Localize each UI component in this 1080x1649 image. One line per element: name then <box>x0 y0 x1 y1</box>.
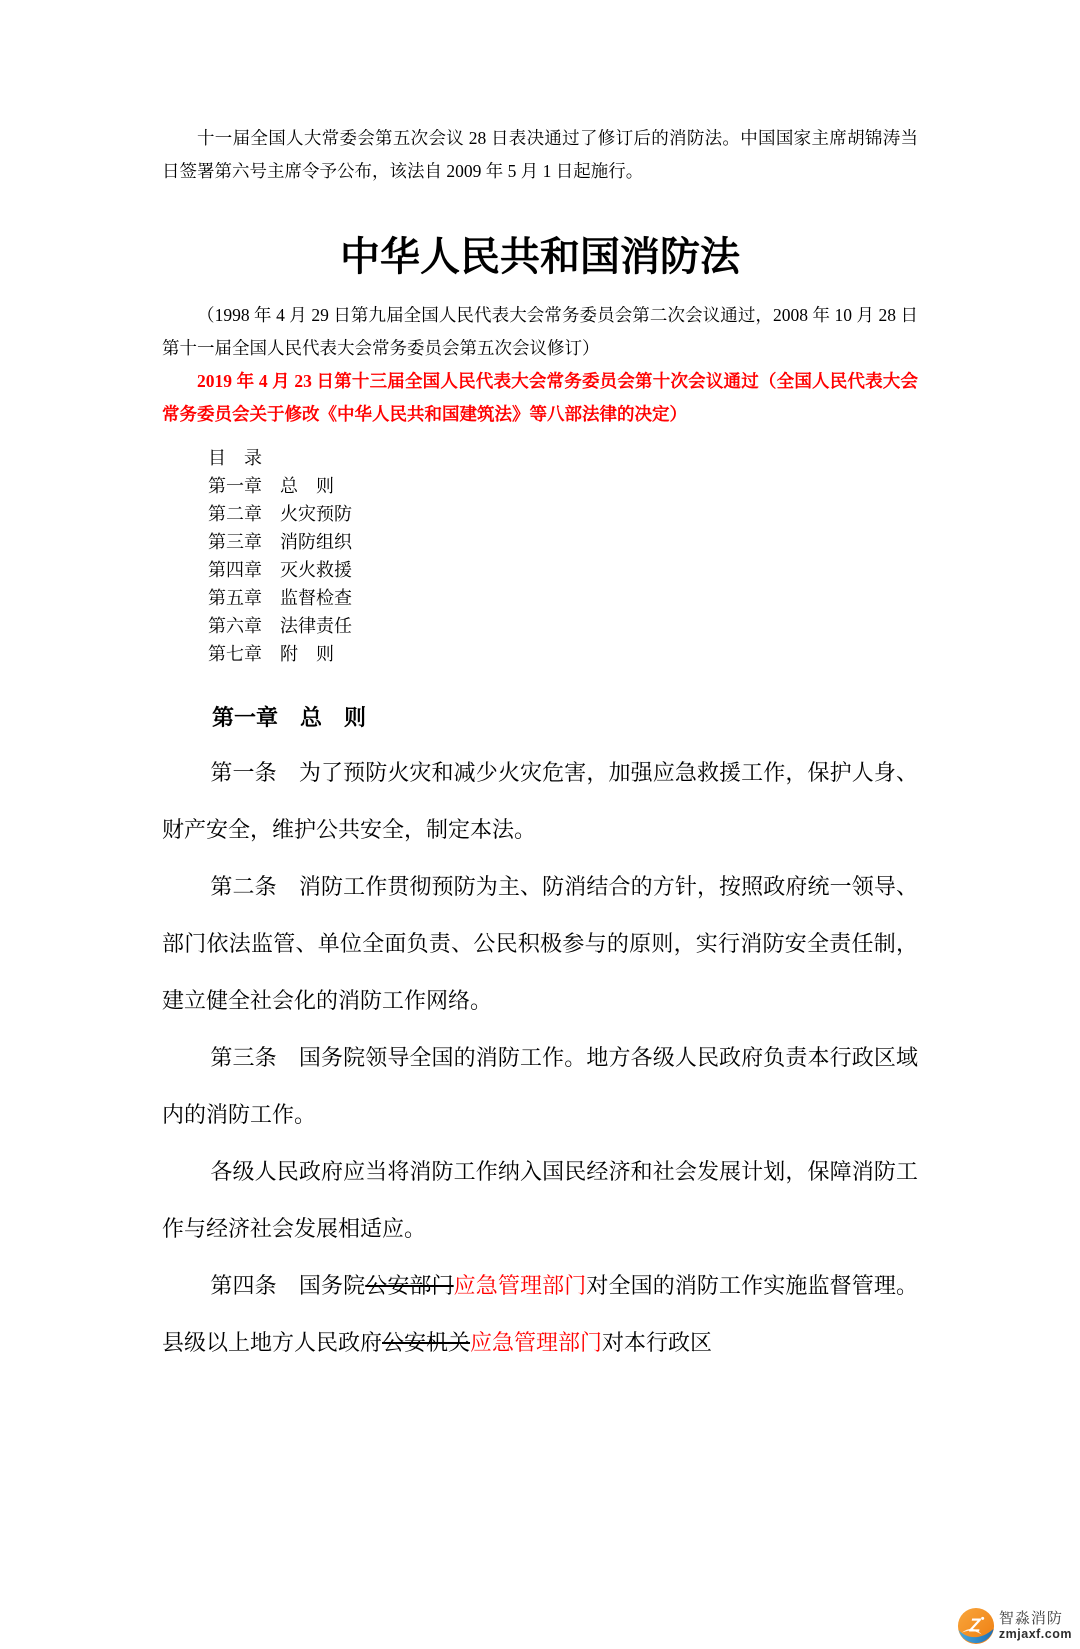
law-title: 中华人民共和国消防法 <box>340 234 740 279</box>
site-logo-text <box>999 1611 1072 1641</box>
article-1: 第一条 为了预防火灾和减少火灾危害，加强应急救援工作，保护人身、财产安全，维护公共安全，制定本法。 <box>162 760 918 842</box>
article-4 <box>162 1257 918 1371</box>
toc-item-chapter-3: 第三章 消防组织 <box>208 532 352 552</box>
article-3-paragraph-2: 各级人民政府应当将消防工作纳入国民经济和社会发展计划，保障消防工作与经济社会发展相适应。 <box>162 1159 918 1241</box>
article-4-deleted-text: 公安机关 <box>382 1330 471 1355</box>
article-4-deleted-text: 公安部门 <box>365 1273 454 1298</box>
intro-paragraph: 十一届全国人大常委会第五次会议 28 日表决通过了修订后的消防法。中国国家主席胡锦涛当日签署第六号主席令予公布，该法自 2009 年 5 月 1 日起施行。 <box>162 128 918 181</box>
svg-text:Z: Z <box>969 1615 981 1636</box>
toc-item-chapter-4: 第四章 灭火救援 <box>208 560 352 580</box>
document-page <box>0 122 1080 1649</box>
toc-item-chapter-7: 第七章 附 则 <box>208 644 334 664</box>
article-4-text: 对全国的消防工作实施监督管理。县级以上地方人民政府 <box>162 1273 918 1355</box>
law-body <box>162 744 918 1371</box>
article-2: 第二条 消防工作贯彻预防为主、防消结合的方针，按照政府统一领导、部门依法监管、单位全面负责、公民积极参与的原则，实行消防安全责任制，建立健全社会化的消防工作网络。 <box>162 874 918 1013</box>
table-of-contents <box>162 444 918 668</box>
article-3: 第三条 国务院领导全国的消防工作。地方各级人民政府负责本行政区域内的消防工作。 <box>162 1045 918 1127</box>
toc-item-chapter-2: 第二章 火灾预防 <box>208 504 352 524</box>
article-4-inserted-text: 应急管理部门 <box>470 1330 603 1355</box>
site-logo[interactable] <box>957 1607 1072 1645</box>
chapter-1-heading: 第一章 总 则 <box>212 705 367 730</box>
article-4-text: 第四条 国务院 <box>210 1273 366 1298</box>
amendment-note-2019: 2019 年 4 月 23 日第十三届全国人民代表大会常务委员会第十次会议通过（全国人民代表大会常务委员会关于修改《中华人民共和国建筑法》等八部法律的决定） <box>162 371 918 424</box>
article-4-text: 对本行政区 <box>602 1330 713 1355</box>
article-4-inserted-text: 应急管理部门 <box>453 1273 587 1298</box>
brand-name-cn: 智淼消防 <box>998 1610 1063 1628</box>
toc-heading: 目 录 <box>208 448 262 468</box>
brand-domain: zmjaxf.com <box>998 1627 1072 1642</box>
toc-item-chapter-1: 第一章 总 则 <box>208 476 334 496</box>
zhimiao-logo-icon <box>957 1607 995 1645</box>
toc-item-chapter-6: 第六章 法律责任 <box>208 616 352 636</box>
page-content <box>0 122 1080 1371</box>
toc-item-chapter-5: 第五章 监督检查 <box>208 588 352 608</box>
enactment-note: （1998 年 4 月 29 日第九届全国人民代表大会常务委员会第二次会议通过，2008 年 10 月 28 日第十一届全国人民代表大会常务委员会第五次会议修订） <box>162 305 918 358</box>
